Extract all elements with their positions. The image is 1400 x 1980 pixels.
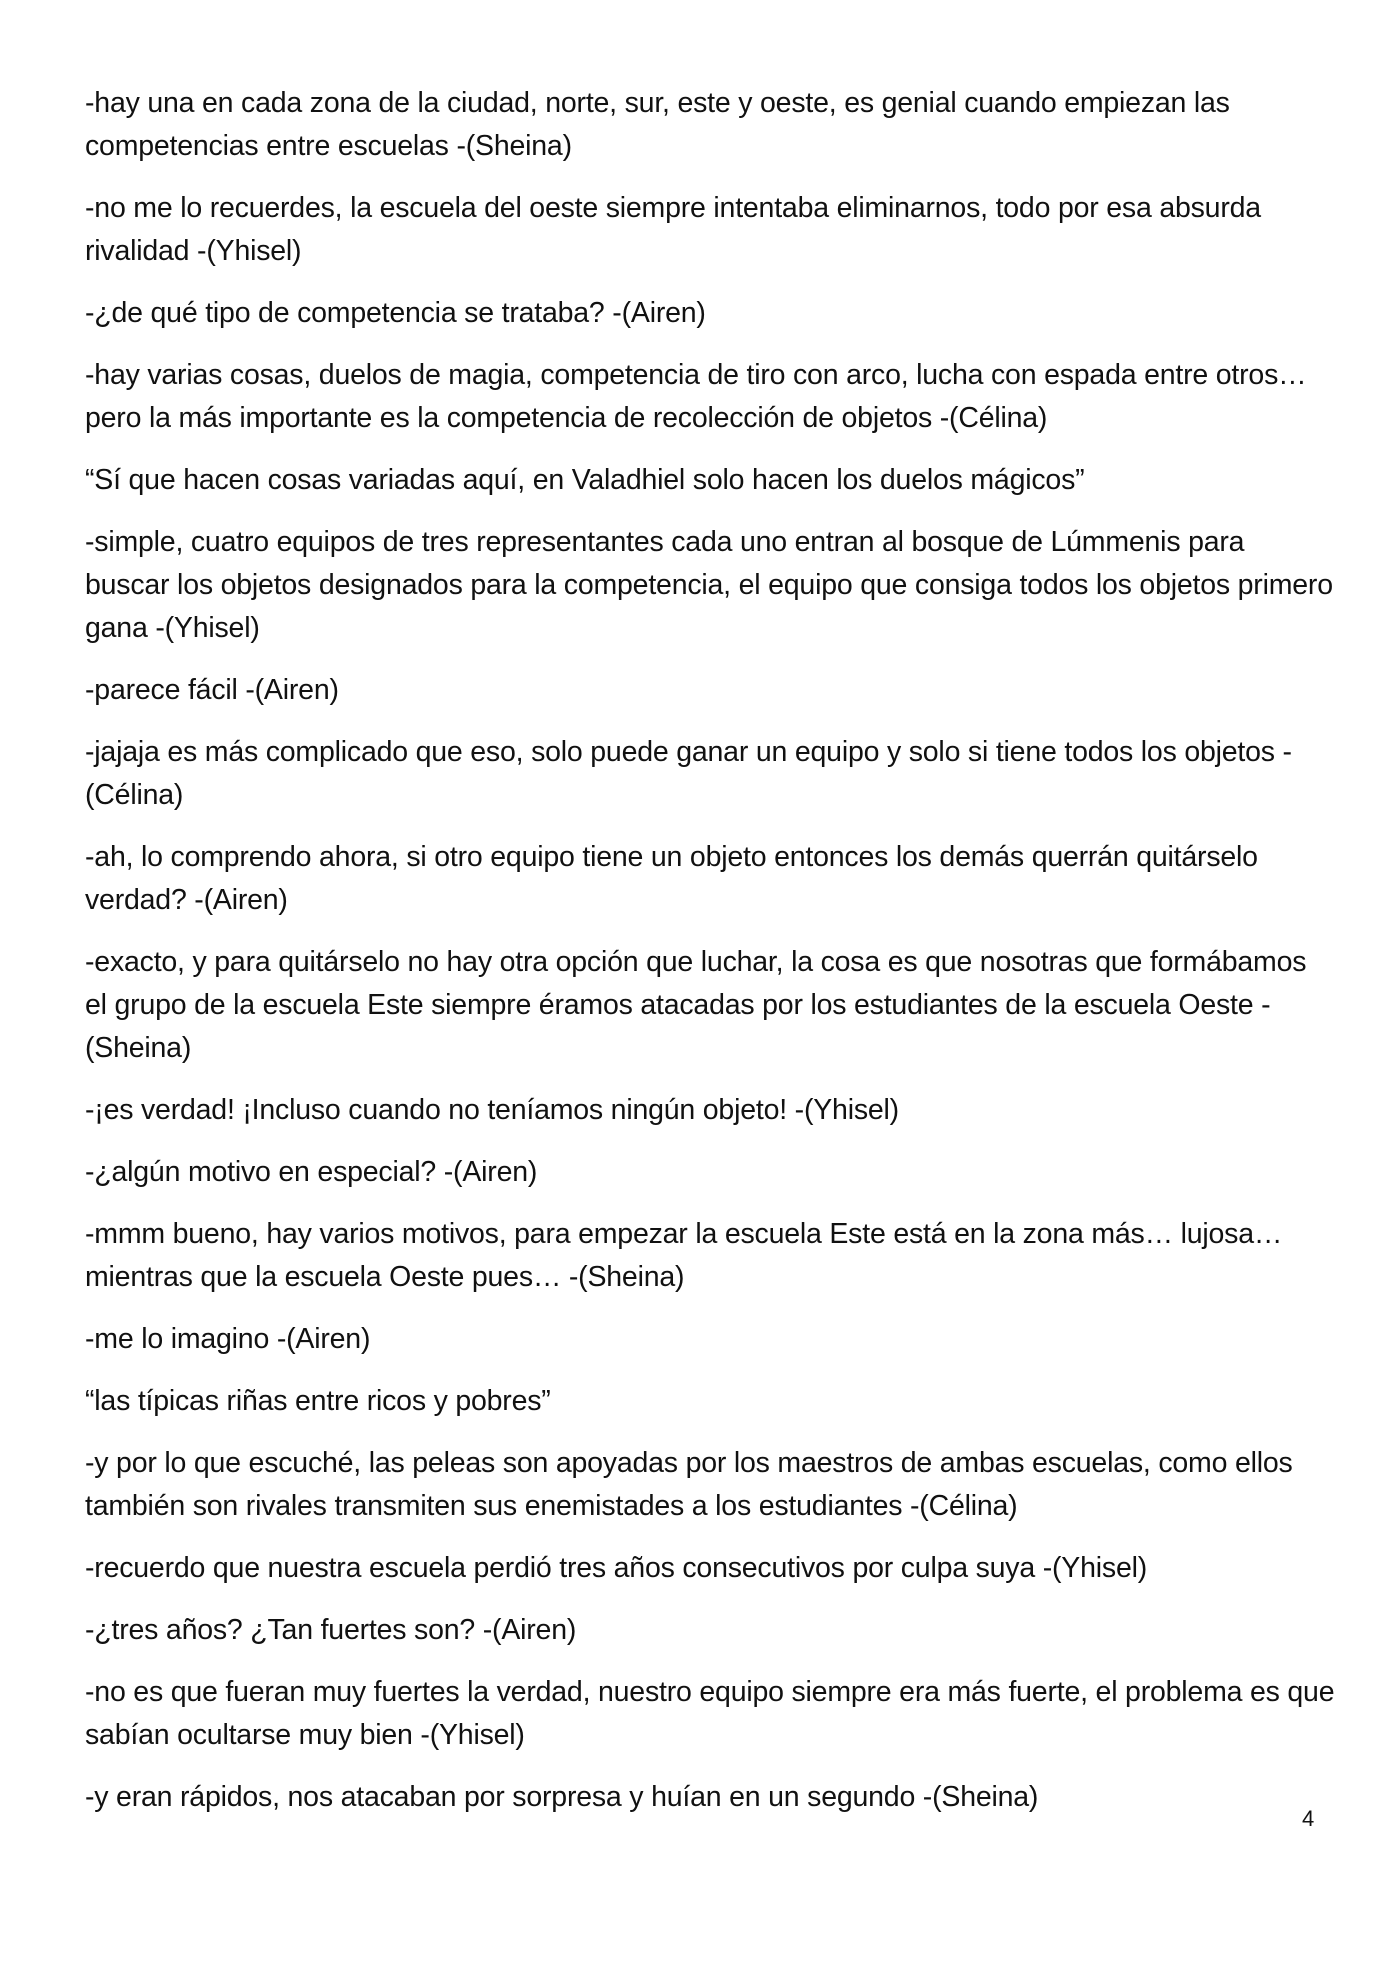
paragraph-14: -me lo imagino -(Airen) — [85, 1323, 371, 1355]
paragraph-17: -recuerdo que nuestra escuela perdió tres años consecutivos por culpa suya -(Yhisel) — [85, 1552, 1148, 1584]
paragraph-4: -hay varias cosas, duelos de magia, competencia de tiro con arco, lucha con espada entre otros… pero la más importante es la competencia de recolección de objetos -(Célina) — [85, 359, 1307, 434]
page-number: 4 — [1302, 1806, 1315, 1831]
paragraph-12: -¿algún motivo en especial? -(Airen) — [85, 1156, 538, 1188]
paragraph-5: “Sí que hacen cosas variadas aquí, en Valadhiel solo hacen los duelos mágicos” — [85, 464, 1085, 496]
paragraph-8: -jajaja es más complicado que eso, solo puede ganar un equipo y solo si tiene todos los objetos -(Célina) — [85, 736, 1292, 811]
paragraph-13: -mmm bueno, hay varios motivos, para empezar la escuela Este está en la zona más… lujosa… mientras que la escuela Oeste pues… -(Sheina) — [85, 1218, 1283, 1293]
paragraph-11: -¡es verdad! ¡Incluso cuando no teníamos ningún objeto! -(Yhisel) — [85, 1094, 899, 1126]
paragraph-7: -parece fácil -(Airen) — [85, 674, 339, 706]
paragraph-15: “las típicas riñas entre ricos y pobres” — [85, 1385, 551, 1417]
paragraph-9: -ah, lo comprendo ahora, si otro equipo tiene un objeto entonces los demás querrán quitárselo verdad? -(Airen) — [85, 841, 1258, 916]
paragraph-6: -simple, cuatro equipos de tres representantes cada uno entran al bosque de Lúmmenis para buscar los objetos designados para la competencia, el equipo que consiga todos los objetos primero gana -(Yhisel) — [85, 526, 1333, 644]
paragraph-3: -¿de qué tipo de competencia se trataba? -(Airen) — [85, 297, 706, 329]
paragraph-20: -y eran rápidos, nos atacaban por sorpresa y huían en un segundo -(Sheina) — [85, 1781, 1039, 1813]
paragraph-18: -¿tres años? ¿Tan fuertes son? -(Airen) — [85, 1614, 577, 1646]
paragraph-16: -y por lo que escuché, las peleas son apoyadas por los maestros de ambas escuelas, como ellos también son rivales transmiten sus enemistades a los estudiantes -(Célina) — [85, 1447, 1293, 1522]
paragraph-1: -hay una en cada zona de la ciudad, norte, sur, este y oeste, es genial cuando empiezan las competencias entre escuelas -(Sheina) — [85, 87, 1230, 162]
paragraph-2: -no me lo recuerdes, la escuela del oeste siempre intentaba eliminarnos, todo por esa absurda rivalidad -(Yhisel) — [85, 192, 1261, 267]
page-body — [85, 82, 1335, 1838]
paragraph-19: -no es que fueran muy fuertes la verdad, nuestro equipo siempre era más fuerte, el problema es que sabían ocultarse muy bien -(Yhisel) — [85, 1676, 1335, 1751]
paragraph-10: -exacto, y para quitárselo no hay otra opción que luchar, la cosa es que nosotras que formábamos el grupo de la escuela Este siempre éramos atacadas por los estudiantes de la escuela Oeste -(Sheina) — [85, 946, 1307, 1064]
